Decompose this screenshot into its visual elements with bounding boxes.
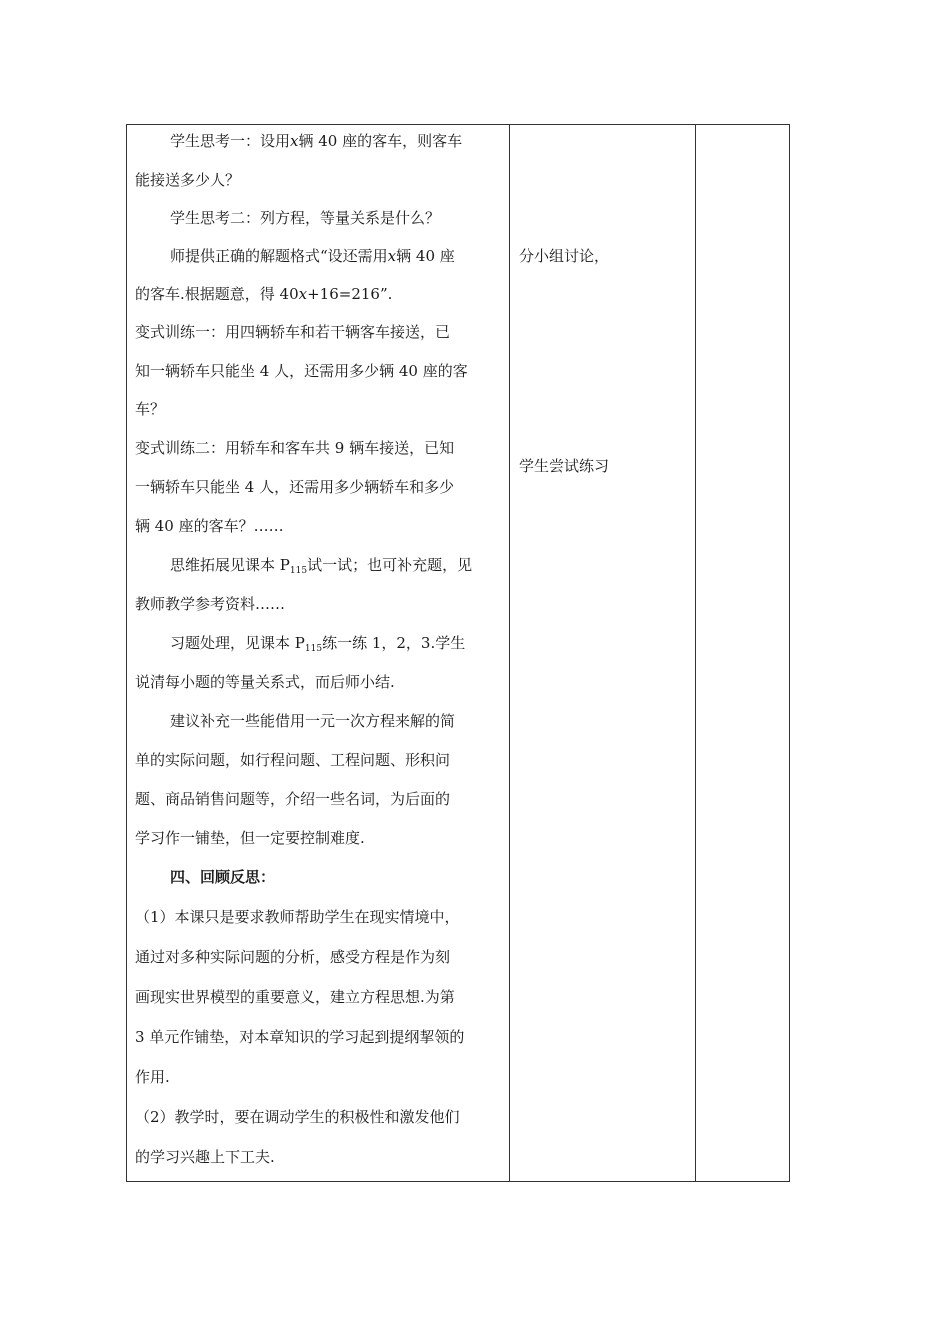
text-line: 单的实际问题，如行程问题、工程问题、形积问 xyxy=(135,751,451,769)
text-line: 学生思考一：设用x辆 40 座的客车，则客车 xyxy=(170,132,463,150)
text-line: 画现实世界模型的重要意义，建立方程思想.为第 xyxy=(135,988,455,1006)
text-line: 习题处理，见课本 $P_{115}$练一练 1，2，3.学生 xyxy=(170,634,466,654)
activity-note: 分小组讨论， xyxy=(519,247,610,265)
text-line: 变式训练二：用轿车和客车共 9 辆车接送，已知 xyxy=(135,439,455,457)
text-line: 车？ xyxy=(135,400,166,418)
text-line: 建议补充一些能借用一元一次方程来解的简 xyxy=(170,712,456,730)
column-divider xyxy=(695,125,696,1181)
activity-note: 学生尝试练习 xyxy=(519,457,610,475)
text-line: 辆 40 座的客车？…… xyxy=(135,517,284,535)
text-line: （1）本课只是要求教师帮助学生在现实情境中， xyxy=(135,908,460,926)
column-divider xyxy=(509,125,510,1181)
text-line: 知一辆轿车只能坐 4 人，还需用多少辆 40 座的客 xyxy=(135,362,468,380)
text-line: 学习作一铺垫，但一定要控制难度. xyxy=(135,829,365,847)
text-line: 作用. xyxy=(135,1068,170,1086)
text-line: 教师教学参考资料…… xyxy=(135,595,286,613)
text-line: 3 单元作铺垫，对本章知识的学习起到提纲挈领的 xyxy=(135,1028,465,1046)
lesson-table xyxy=(126,124,790,1182)
text-line: 题、商品销售问题等，介绍一些名词，为后面的 xyxy=(135,790,451,808)
text-line: 能接送多少人？ xyxy=(135,171,241,189)
text-line: 学生思考二：列方程，等量关系是什么？ xyxy=(170,209,441,227)
text-line: 一辆轿车只能坐 4 人，还需用多少辆轿车和多少 xyxy=(135,478,455,496)
text-line: 的客车.根据题意，得 40x+16=216”. xyxy=(135,285,393,303)
section-heading: 四、回顾反思： xyxy=(170,868,276,886)
text-line: 师提供正确的解题格式“设还需用x辆 40 座 xyxy=(170,247,455,265)
text-line: 思维拓展见课本 $P_{115}$试一试；也可补充题，见 xyxy=(170,556,473,576)
text-line: 说清每小题的等量关系式，而后师小结. xyxy=(135,673,395,691)
text-line: 的学习兴趣上下工夫. xyxy=(135,1148,275,1166)
text-line: 通过对多种实际问题的分析，感受方程是作为刻 xyxy=(135,948,451,966)
text-line: （2）教学时，要在调动学生的积极性和激发他们 xyxy=(135,1108,460,1126)
text-line: 变式训练一：用四辆轿车和若干辆客车接送，已 xyxy=(135,323,451,341)
